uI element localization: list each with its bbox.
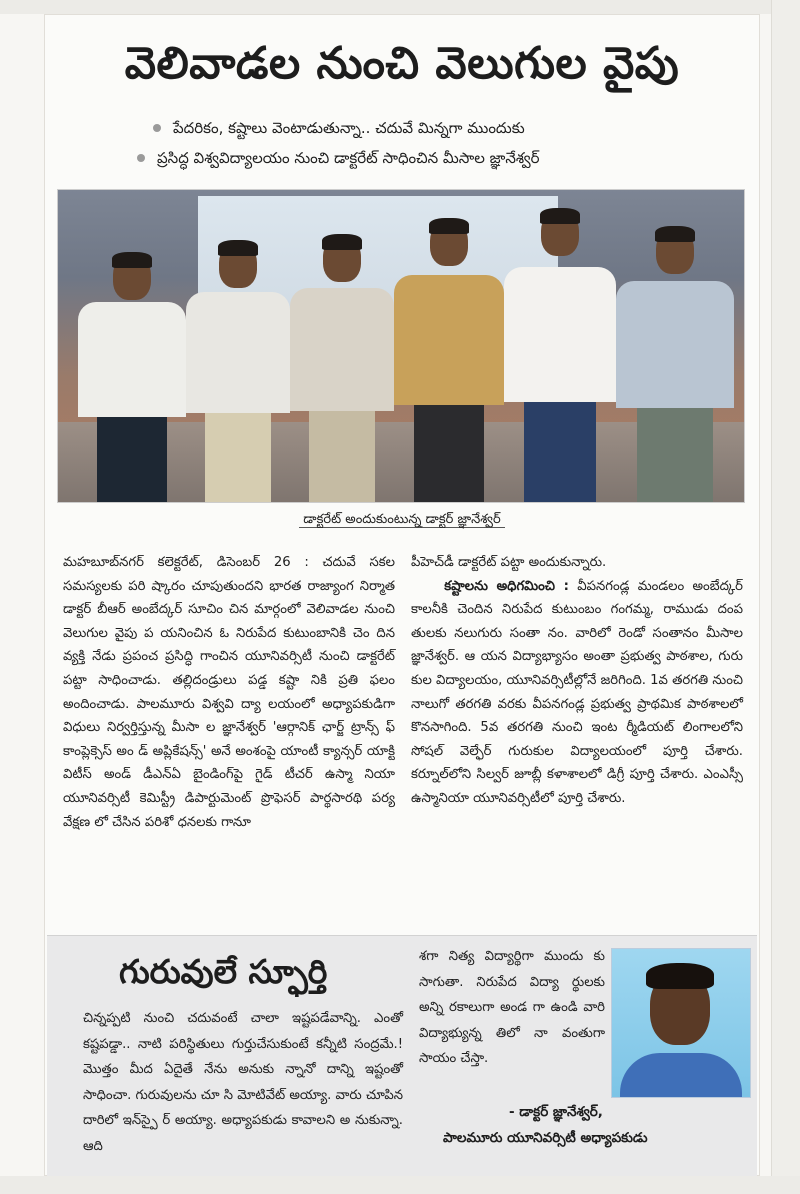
top-page-strip	[0, 0, 800, 14]
article-column-right	[411, 551, 743, 811]
person-trousers	[414, 400, 484, 502]
news-article	[44, 14, 760, 1176]
article-headline: వెలివాడల నుంచి వెలుగుల వైపు	[124, 38, 680, 89]
bullet-text: పేదరికం, కష్టాలు వెంటాడుతున్నా.. చదువే మిన్నగా ముందుకు	[173, 119, 525, 137]
person-hair	[540, 208, 580, 224]
bullet-text: ప్రసిద్ధ విశ్వవిద్యాలయం నుంచి డాక్టరేట్ సాధించిన మీసాల జ్ఞానేశ్వర్	[157, 149, 540, 167]
photo-caption	[45, 509, 759, 531]
person-trousers	[637, 403, 713, 502]
person-hair	[322, 234, 362, 250]
person-shirt	[616, 281, 734, 408]
person-shirt	[394, 275, 504, 406]
sidebar-signature-name: - డాక్టర్ జ్ఞానేశ్వర్,	[509, 1104, 603, 1120]
person-hair	[429, 218, 469, 234]
sidebar-title: గురువులే స్ఫూర్తి	[119, 952, 328, 991]
person-hair	[218, 240, 258, 256]
person-hair	[112, 252, 152, 268]
author-portrait-photo	[611, 948, 751, 1098]
person-trousers	[309, 406, 376, 502]
doctorate-ceremony-photo	[57, 189, 745, 503]
column-right-body: వీపనగండ్ల మండలం అంబేద్కర్ కాలనీకి చెందిన నిరుపేద కుటుంబం గంగమ్మ, రాముడు దంప తులకు నలుగురు సంతా నం. వారిలో రెండో సంతానం మీసాల జ్ఞానేశ్వర్. ఆ యన విద్యాభ్యాసం అంతా ప్రభుత్వ పాఠశాల, గురు కుల విద్యాలయం, యూనివర్సిటీల్లోనే జరిగింది. 1వ తరగతి నుంచి నాలుగో తరగతి వరకు వీపనగండ్ల ప్రభుత్వ ప్రాథమిక పాఠశాలలో కొనసాగింది. 5వ తరగతి నుంచి ఇంట ర్మీడియట్ లింగాలలోని సోషల్ వెల్ఫేర్ గురుకుల విద్యాలయంలో పూర్తి చేశారు. కర్నూల్‌లోని సిల్వర్ జూబ్లీ కళాశాలలో డిగ్రీ పూర్తి చేశారు. ఎంఎస్సీ ఉస్మానియా యూనివర్సిటీలో పూర్తి చేశారు.	[411, 578, 743, 806]
adjacent-page-edge	[771, 0, 800, 1194]
bullet-point-2	[137, 143, 739, 173]
bottom-page-strip	[0, 1176, 800, 1194]
portrait-hair	[646, 963, 714, 989]
bullet-point-1	[137, 113, 739, 143]
photo-person	[504, 208, 616, 502]
photo-person	[394, 218, 504, 502]
photo-person	[616, 226, 734, 502]
person-trousers	[97, 412, 166, 502]
portrait-shirt	[620, 1053, 742, 1098]
bullet-dot-icon	[153, 124, 161, 132]
photo-person	[290, 234, 394, 502]
person-shirt	[504, 267, 616, 402]
quote-sidebar	[47, 935, 757, 1176]
article-column-left: మహబూబ్‌నగర్ కలెక్టరేట్, డిసెంబర్ 26 : చదువే సకల సమస్యలకు పరి ష్కారం చూపుతుందని భారత రాజ్యాంగ నిర్మాత డాక్టర్ బీఆర్ అంబేద్కర్ సూచిం చిన మార్గంలో వెలివాడల నుంచి వెలుగుల వైపు ప యనించిన ఓ నిరుపేద కుటుంబానికి చెం దిన వ్యక్తి నేడు ప్రపంచ ప్రసిద్ధి గాంచిన యూనివర్సిటీ నుంచి డాక్టరేట్ పట్టా సాధించాడు. తల్లిదండ్రులు పడ్డ కష్టా నికి ప్రతి ఫలం అందించాడు. పాలమూరు విశ్వవి ద్యా లయంలో అధ్యాపకుడిగా విధులు నిర్వర్తిస్తున్న మీసా ల జ్ఞానేశ్వర్ 'ఆర్గానిక్ ఛార్జ్ ట్రాన్స్ ఫ్ కాంప్లెక్సెస్ అం డ్ అప్లికేషన్స్' అనే అంశంపై యాంటీ క్యాన్సర్ యాక్టి విటీస్ అండ్ డీఎన్ఏ బైండింగ్‌పై గైడ్ టీచర్ ఉస్మా నియా యూనివర్సిటీ కెమిస్ట్రీ డిపార్టుమెంట్ ప్రొఫెసర్ పార్థసారథి పర్య వేక్షణ లో చేసిన పరిశో ధనలకు గానూ	[63, 555, 395, 830]
photo-person	[186, 240, 290, 502]
sidebar-quote-left: చిన్నప్పటి నుంచి చదువంటే చాలా ఇష్టపడేవాన్ని. ఎంతో కష్టపడ్డా.. నాటి పరిస్థితులు గుర్తుచేసుకుంటే కన్నీటి సంద్రమే.! మొత్తం మీద ఏదైతే నేను అనుకు న్నానో దాన్ని ఇష్టంతో సాధించా. గురువులను చూ సి మోటివేట్ అయ్యా. వారు చూపిన దారిలో ఇన్‌స్పై ర్ అయ్యా. అధ్యాపకుడు కావాలని అ నుకున్నా. ఆది	[83, 1011, 403, 1154]
sidebar-signature-role: పాలమూరు యూనివర్సిటీ అధ్యాపకుడు	[443, 1130, 648, 1146]
person-shirt	[186, 292, 290, 413]
person-trousers	[205, 408, 272, 502]
person-hair	[655, 226, 695, 242]
person-shirt	[290, 288, 394, 411]
section-subhead: కష్టాలను అధిగమించి :	[444, 578, 569, 594]
column-right-opening: పీహెచ్‌డీ డాక్టరేట్ పట్టా అందుకున్నారు.	[411, 555, 607, 570]
person-trousers	[524, 396, 596, 502]
photo-person	[78, 252, 186, 502]
subheadline-bullets	[137, 113, 739, 173]
person-shirt	[78, 302, 186, 417]
bullet-dot-icon	[137, 154, 145, 162]
caption-text: డాక్టరేట్ అందుకుంటున్న డాక్టర్ జ్ఞానేశ్వర్	[299, 512, 504, 528]
sidebar-quote-right: శగా నిత్య విద్యార్థిగా ముందు కు సాగుతా. నిరుపేద విద్యా ర్థులకు అన్ని రకాలుగా అండ గా ఉండి వారి విద్యాభ్యున్న తిలో నా వంతుగా సాయం చేస్తా.	[419, 949, 605, 1066]
